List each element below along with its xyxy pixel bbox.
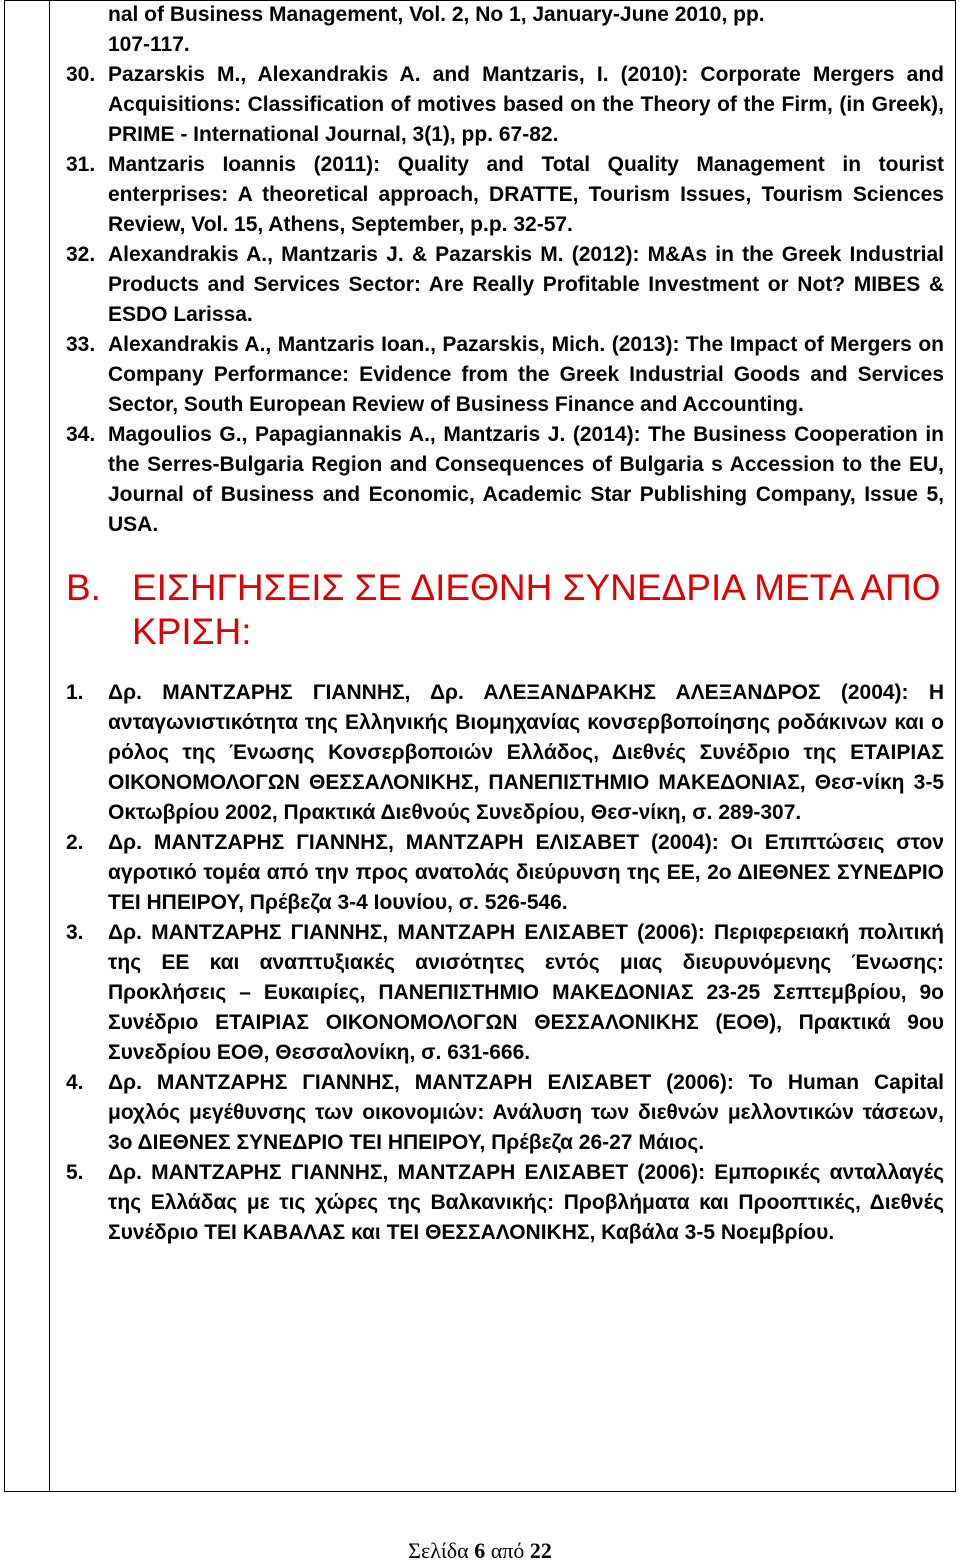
footer-page-word: Σελίδα <box>408 1538 469 1563</box>
reference-item <box>66 330 944 420</box>
reference-item <box>66 150 944 240</box>
conference-item <box>66 1158 944 1248</box>
conference-text: Δρ. ΜΑΝΤΖΑΡΗΣ ΓΙΑΝΝΗΣ, Δρ. ΑΛΕΞΑΝΔΡΑΚΗΣ ΑΛΕΞΑΝΔΡΟΣ (2004): Η ανταγωνιστικότητα της Ελληνικής Βιομηχανίας κονσερβοποίησης ροδάκινων και ο ρόλος της Ένωσης Κονσερβοποιών Ελλάδος, Διεθνές Συνέδριο της ΕΤΑΙΡΙΑΣ ΟΙΚΟΝΟΜΟΛΟΓΩΝ ΘΕΣΣΑΛΟΝΙΚΗΣ, ΠΑΝΕΠΙΣΤΗΜΙΟ ΜΑΚΕΔΟΝΙΑΣ, Θεσ-νίκη 3-5 Οκτωβρίου 2002, Πρακτικά Διεθνούς Συνεδρίου, Θεσ-νίκη, σ. 289-307. <box>108 681 944 824</box>
greek-conference-list <box>66 678 944 1248</box>
conference-number: 5. <box>66 1161 84 1184</box>
conference-text: Δρ. ΜΑΝΤΖΑΡΗΣ ΓΙΑΝΝΗΣ, ΜΑΝΤΖΑΡΗ ΕΛΙΣΑΒΕΤ (2006): Εμπορικές ανταλλαγές της Ελλάδας με τις χώρες της Βαλκανικής: Προβλήματα και Προοπτικές, Διεθνές Συνέδριο ΤΕΙ ΚΑΒΑΛΑΣ και ΤΕΙ ΘΕΣΣΑΛΟΝΙΚΗΣ, Καβάλα 3-5 Νοεμβρίου. <box>108 1161 944 1244</box>
reference-number: 32. <box>66 243 96 266</box>
reference-number: 30. <box>66 63 96 86</box>
conference-text: Δρ. ΜΑΝΤΖΑΡΗΣ ΓΙΑΝΝΗΣ, ΜΑΝΤΖΑΡΗ ΕΛΙΣΑΒΕΤ (2004): Οι Επιπτώσεις στον αγροτικό τομέα από την προς ανατολάς διεύρυνση της ΕΕ, 2ο ΔΙΕΘΝΕΣ ΣΥΝΕΔΡΙΟ ΤΕΙ ΗΠΕΙΡΟΥ, Πρέβεζα 3-4 Ιουνίου, σ. 526-546. <box>108 831 944 914</box>
section-title: ΕΙΣΗΓΗΣΕΙΣ ΣΕ ΔΙΕΘΝΗ ΣΥΝΕΔΡΙΑ ΜΕΤΑ ΑΠΟ ΚΡΙΣΗ: <box>132 567 941 652</box>
reference-number: 34. <box>66 423 96 446</box>
conference-item <box>66 828 944 918</box>
reference-text: Mantzaris Ioannis (2011): Quality and Total Quality Management in tourist enterprises: A theoretical approach, DRATTE, Tourism Issues, Tourism Sciences Review, Vol. 15, Athens, September, p.p. 32-57. <box>108 153 944 236</box>
conference-item <box>66 678 944 828</box>
reference-number: 33. <box>66 333 96 356</box>
section-letter: B. <box>66 567 101 608</box>
page-content <box>66 0 944 1248</box>
reference-text: Alexandrakis A., Mantzaris Ioan., Pazarskis, Mich. (2013): The Impact of Mergers on Company Performance: Evidence from the Greek Industrial Goods and Services Sector, South European Review of Business Finance and Accounting. <box>108 333 944 416</box>
reference-text: Magoulios G., Papagiannakis A., Mantzaris J. (2014): The Business Cooperation in the Serres-Bulgaria Region and Consequences of Bulgaria s Accession to the EU, Journal of Business and Economic, Academic Star Publishing Company, Issue 5, USA. <box>108 423 944 536</box>
reference-text: Pazarskis M., Alexandrakis A. and Mantzaris, I. (2010): Corporate Mergers and Acquisitions: Classification of motives based on the Theory of the Firm, (in Greek), PRIME - International Journal, 3(1), pp. 67-82. <box>108 63 944 146</box>
continuation-line-1: nal of Business Management, Vol. 2, No 1, January-June 2010, pp. <box>108 3 765 26</box>
conference-number: 3. <box>66 921 84 944</box>
reference-item <box>66 60 944 150</box>
conference-item <box>66 918 944 1068</box>
conference-text: Δρ. ΜΑΝΤΖΑΡΗΣ ΓΙΑΝΝΗΣ, ΜΑΝΤΖΑΡΗ ΕΛΙΣΑΒΕΤ (2006): Το Human Capital μοχλός μεγέθυνσης των οικονομιών: Ανάλυση των διεθνών μελλοντικών τάσεων, 3ο ΔΙΕΘΝΕΣ ΣΥΝΕΔΡΙΟ ΤΕΙ ΗΠΕΙΡΟΥ, Πρέβεζα 26-27 Μάιος. <box>108 1071 944 1154</box>
reference-item <box>66 240 944 330</box>
reference-number: 31. <box>66 153 96 176</box>
footer-total-pages: 22 <box>529 1538 552 1563</box>
footer-of-word: από <box>490 1538 525 1563</box>
conference-number: 1. <box>66 681 84 704</box>
english-references <box>66 0 944 540</box>
continuation-line-2: 107-117. <box>108 33 190 56</box>
margin-column <box>4 0 50 1492</box>
conference-item <box>66 1068 944 1158</box>
section-heading <box>66 566 944 654</box>
reference-text: Alexandrakis A., Mantzaris J. & Pazarskis M. (2012): M&As in the Greek Industrial Products and Services Sector: Are Really Profitable Investment or Not? MIBES & ESDO Larissa. <box>108 243 944 326</box>
page-footer <box>0 1538 960 1564</box>
reference-item <box>66 420 944 540</box>
conference-number: 2. <box>66 831 84 854</box>
reference-continuation <box>66 0 944 60</box>
footer-current-page: 6 <box>474 1538 486 1563</box>
conference-number: 4. <box>66 1071 84 1094</box>
conference-text: Δρ. ΜΑΝΤΖΑΡΗΣ ΓΙΑΝΝΗΣ, ΜΑΝΤΖΑΡΗ ΕΛΙΣΑΒΕΤ (2006): Περιφερειακή πολιτική της ΕΕ και αναπτυξιακές ανισότητες εντός μιας διευρυνόμενης Ένωσης: Προκλήσεις – Ευκαιρίες, ΠΑΝΕΠΙΣΤΗΜΙΟ ΜΑΚΕΔΟΝΙΑΣ 23-25 Σεπτεμβρίου, 9ο Συνέδριο ΕΤΑΙΡΙΑΣ ΟΙΚΟΝΟΜΟΛΟΓΩΝ ΘΕΣΣΑΛΟΝΙΚΗΣ (ΕΟΘ), Πρακτικά 9ου Συνεδρίου ΕΟΘ, Θεσσαλονίκη, σ. 631-666. <box>108 921 944 1064</box>
